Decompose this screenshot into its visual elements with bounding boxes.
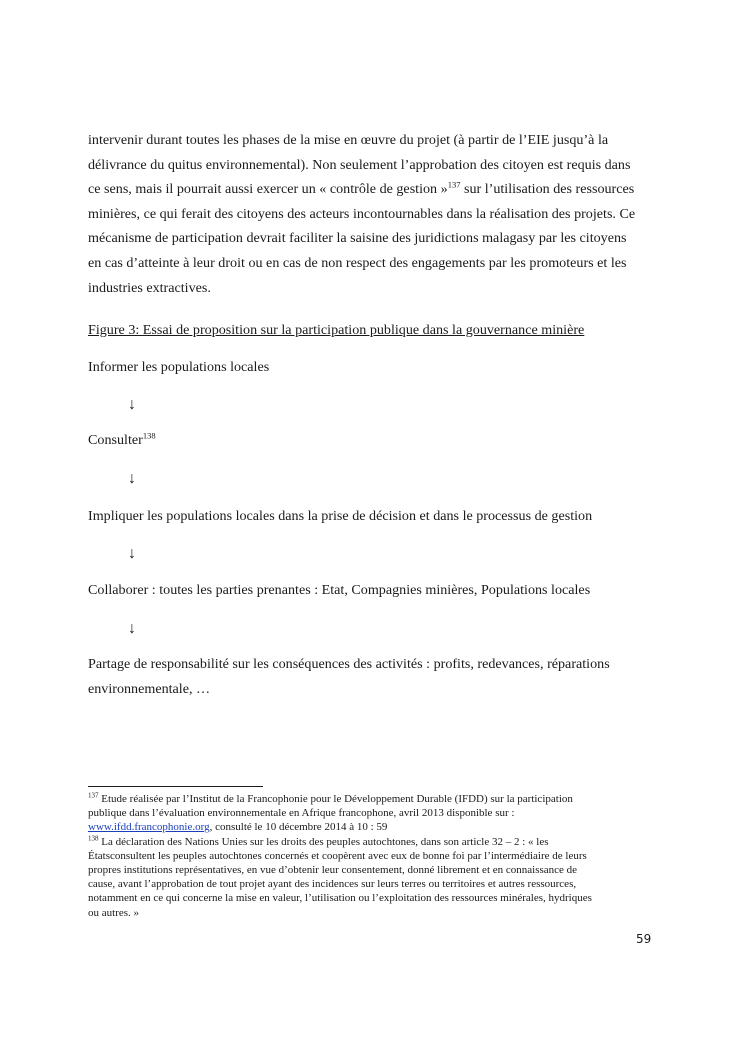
footnotes [88,792,658,920]
paragraph-line: mécanisme de participation devrait faciliter la saisine des juridictions malagasy par les citoyens [88,230,627,247]
footnote-line: Étatsconsultent les peuples autochtones concernés et coopèrent avec eux de bonne foi par l’intermédiaire de leurs [88,849,587,862]
step-share-line: Partage de responsabilité sur les conséquences des activités : profits, redevances, réparations [88,656,610,672]
down-arrow-icon: ↓ [128,620,136,637]
footnote-separator [88,786,263,787]
footnote-text: , consulté le 10 décembre 2014 à 10 : 59 [209,821,388,834]
footnote-line: notamment en ce qui concerne la mise en valeur, l’utilisation ou l’exploitation des ressources minérales, hydriques [88,892,592,905]
paragraph-line: en cas d’atteinte à leur droit ou en cas de non respect des engagements par les promoteurs et les [88,254,627,271]
footnote-text: La déclaration des Nations Unies sur les droits des peuples autochtones, dans son article 32 – 2 : « les [98,835,549,848]
page-number: 59 [636,932,652,946]
footnote-number: 138 [88,833,99,842]
step-involve: Impliquer les populations locales dans la prise de décision et dans le processus de gestion [88,508,593,524]
footnote-line: propres institutions représentatives, en vue d’obtenir leur consentement, donné librement et en connaissance de [88,864,578,877]
footnote-line [88,835,658,849]
step-inform: Informer les populations locales [88,359,270,375]
step-share-line: environnementale, … [88,680,211,697]
footnote-number: 137 [88,791,99,800]
footnote-137 [88,792,658,835]
paragraph-text: sur l’utilisation des ressources [460,181,635,198]
footnote-text: Etude réalisée par l’Institut de la Francophonie pour le Développement Durable (IFDD) sur la participation [98,793,573,805]
paragraph-line: délivrance du quitus environnemental). Non seulement l’approbation des citoyen est requis dans [88,156,631,173]
step-consult [88,430,156,450]
down-arrow-icon: ↓ [128,470,136,487]
paragraph-line: industries extractives. [88,279,211,296]
footnote-138 [88,835,658,920]
step-share-responsibility [88,652,668,701]
footnote-ref-138[interactable]: 138 [142,430,156,441]
footnote-line: cause, avant l’approbation de tout projet ayant des incidences sur leurs terres ou territoires et autres ressources, [88,878,577,891]
footnote-line [88,792,658,806]
down-arrow-icon: ↓ [128,545,136,562]
paragraph-line: intervenir durant toutes les phases de la mise en œuvre du projet (à partir de l’EIE jusqu’à la [88,132,609,148]
step-collaborate: Collaborer : toutes les parties prenantes : Etat, Compagnies minières, Populations locales [88,582,591,598]
paragraph-line [88,177,660,202]
footnote-line: publique dans l’évaluation environnementale en Afrique francophone, avril 2013 disponible sur : [88,807,515,820]
paragraph-line: minières, ce qui ferait des citoyens des acteurs incontournables dans la réalisation des projets. Ce [88,205,636,222]
down-arrow-icon: ↓ [128,396,136,413]
footnote-line [88,820,658,834]
figure-title: Figure 3: Essai de proposition sur la participation publique dans la gouvernance minière [88,322,585,338]
paragraph-text: ce sens, mais il pourrait aussi exercer un « contrôle de gestion » [88,181,448,198]
footnote-line: ou autres. » [88,906,140,919]
footnote-ref-137[interactable]: 137 [447,179,461,190]
body-paragraph [88,128,660,300]
ifdd-link[interactable]: www.ifdd.francophonie.org [88,821,210,834]
step-consult-label: Consulter [88,432,143,448]
